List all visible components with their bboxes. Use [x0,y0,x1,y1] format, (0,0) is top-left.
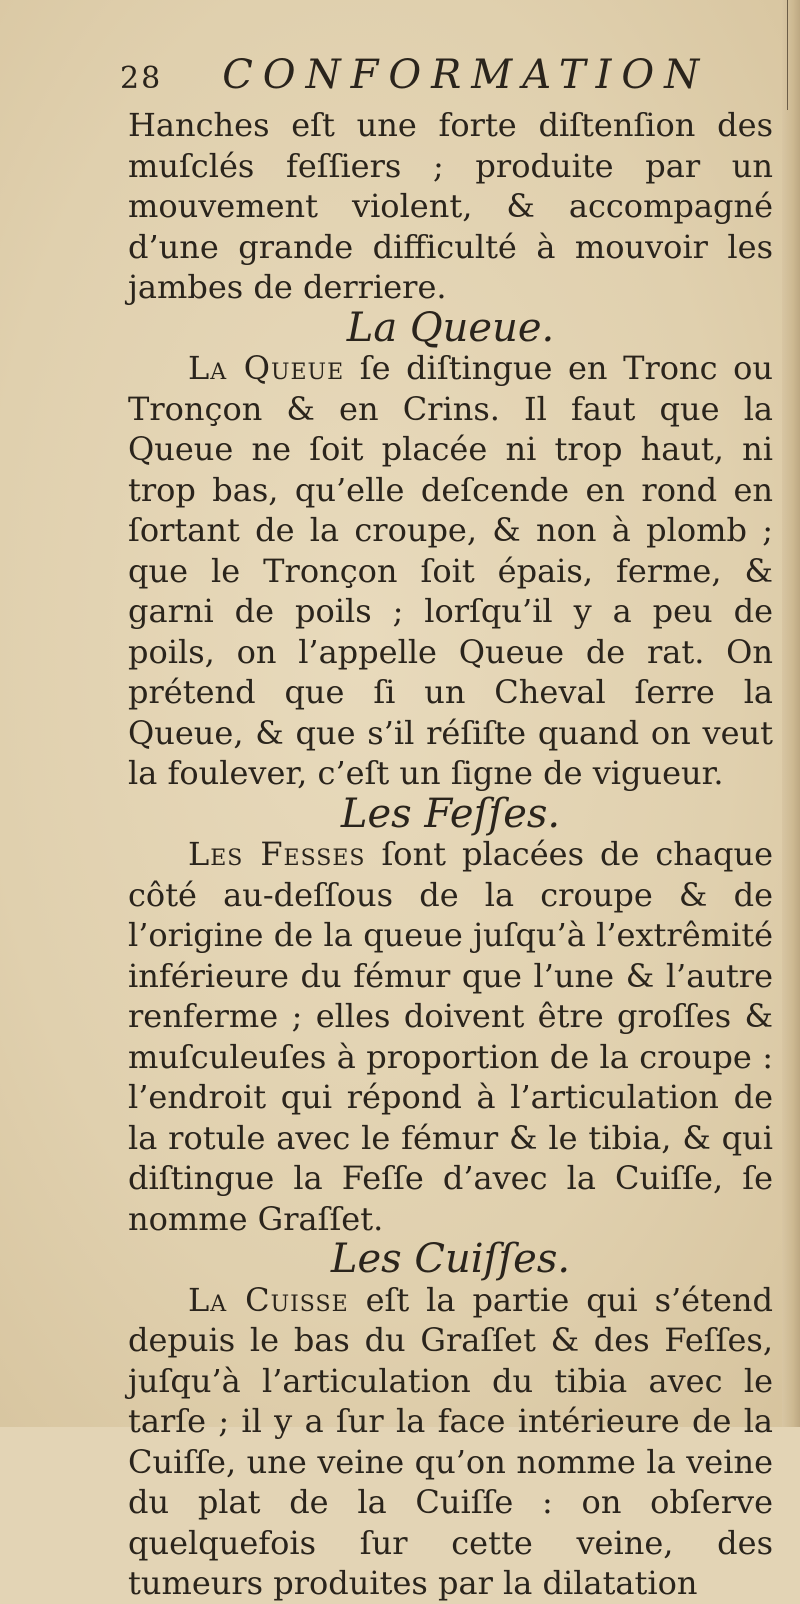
paragraph-cuisses [128,1280,773,1604]
paragraph-body: ſe diſtingue en Tronc ou Tronçon & en Crins. Il faut que la Queue ne ſoit placée ni trop haut, ni trop bas, qu’elle deſcende en rond en ſortant de la croupe, & non à plomb ; que le Tronçon ſoit épais, ferme, & garni de poils ; lorſqu’il y a peu de poils, on l’appelle Queue de rat. On prétend que ſi un Cheval ſerre la Queue, & que s’il réſiſte quand on veut la foulever, c’eſt un ſigne de vigueur. [128,349,773,792]
lead-word: Les Fesses [188,835,366,873]
paragraph-queue [128,348,773,794]
page-header [120,52,720,102]
page-number: 28 [120,61,163,96]
paragraph-fesses [128,834,773,1239]
paragraph-body: eſt la partie qui s’étend depuis le bas du Graſſet & des Feſſes, juſqu’à l’articulation du tibia avec le tarſe ; il y a ſur la face intérieure de la Cuiſſe, une veine qu’on nomme la veine du plat de la Cuiſſe : on obſerve quelquefois ſur cette veine, des tumeurs produites par la dilatation [128,1280,773,1602]
section-heading-queue: La Queue. [346,304,555,351]
page-edge-line [787,0,788,110]
page-body [128,105,773,1604]
running-title: CONFORMATION [222,52,710,98]
page-edge [782,0,800,1427]
section-heading-fesses: Les Feſſes. [340,790,561,837]
lead-word: La Cuisse [188,1280,349,1319]
paragraph-body: ſont placées de chaque côté au-deſſous de la croupe & de l’origine de la queue juſqu’à l’extrêmité inférieure du fémur que l’une & l’autre renferme ; elles doivent être groſſes & muſculeuſes à proportion de la croupe : l’endroit qui répond à l’articulation de la rotule avec le fémur & le tibia, & qui diſtingue la Feſſe d’avec la Cuiſſe, ſe nomme Graſſet. [128,835,774,1238]
lead-word: La Queue [188,349,345,387]
paragraph-hanches: Hanches eſt une forte diſtenſion des muſclés feſſiers ; produite par un mouvement violent, & accompagné d’une grande difficulté à mouvoir les jambes de derriere. [128,106,773,306]
section-heading-cuisses: Les Cuiſſes. [330,1236,571,1282]
